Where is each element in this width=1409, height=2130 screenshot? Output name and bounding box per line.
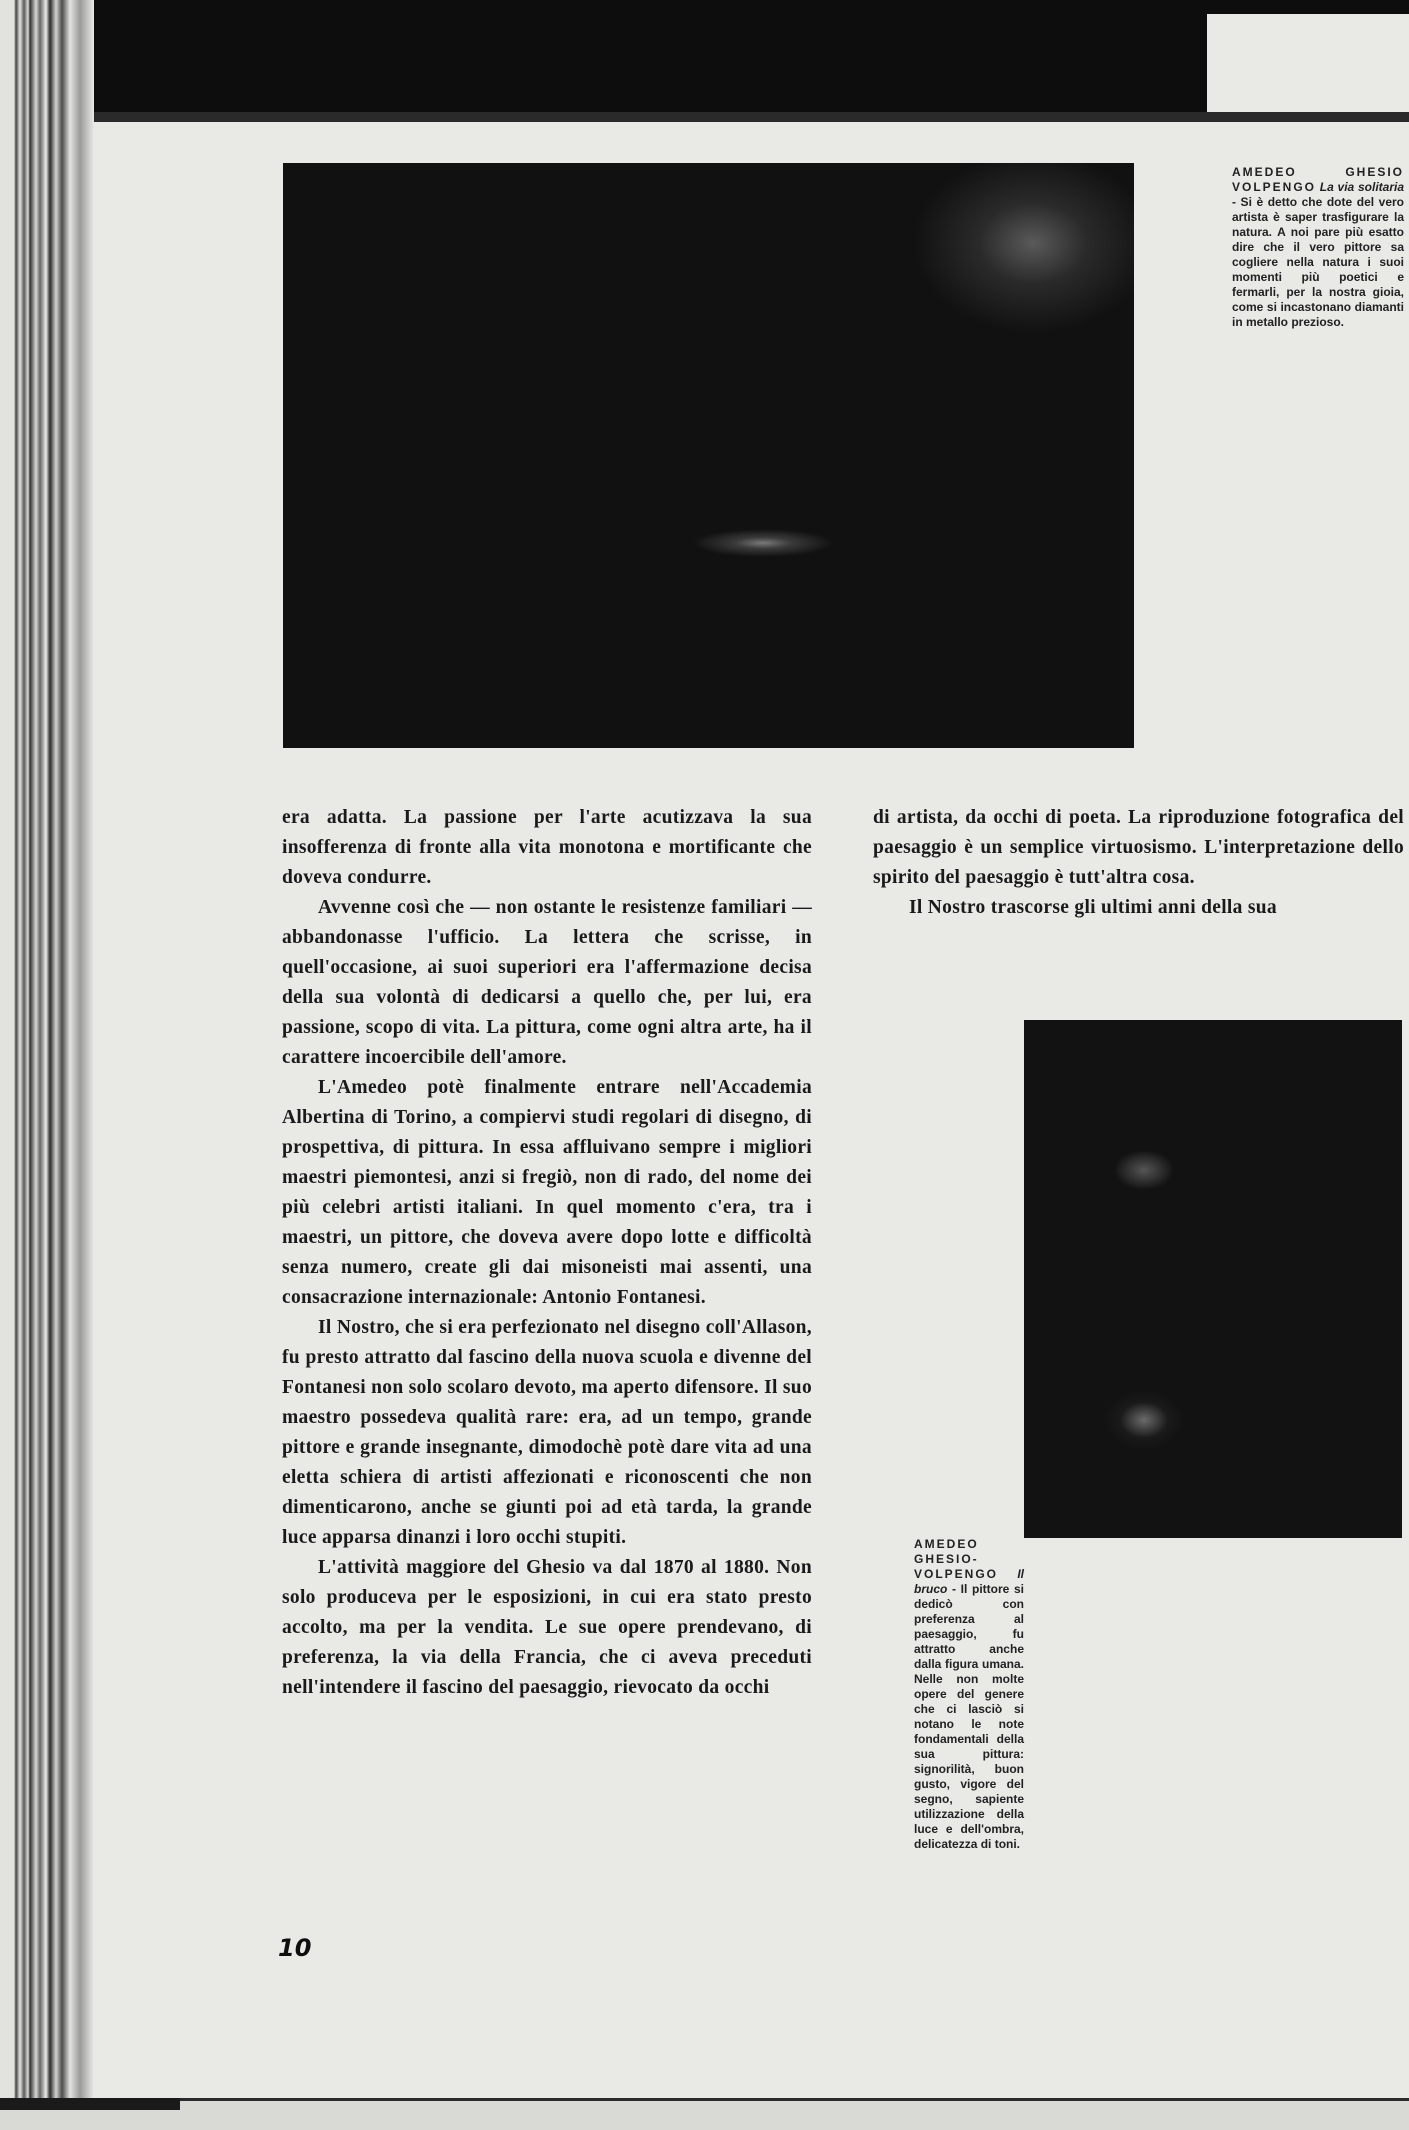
paragraph: L'attività maggiore del Ghesio va dal 1870 al 1880. Non solo produceva per le esposizioni, in cui era stato presto accolto, ma per la vendita. Le sue opere prendevano, di preferenza, la via della Francia, che ci aveva preceduti nell'intendere il fascino del paesaggio, rievocato da occhi bbox=[282, 1557, 812, 1698]
painting-photo-via-solitaria bbox=[283, 163, 1134, 748]
caption-top-title: La via solitaria bbox=[1319, 180, 1404, 194]
bottom-rule bbox=[0, 2098, 180, 2110]
caption-right-head: AMEDEO GHESIO-VOLPENGO bbox=[914, 1537, 999, 1581]
caption-top-body: - Si è detto che dote del vero artista è saper trasfigurare la natura. A noi pare più esatto dire che il vero pittore sa cogliere nella natura i suoi momenti più poetici e fermarli, per la nostra gioia, come si incastonano diamanti in metallo prezioso. bbox=[1232, 195, 1404, 329]
page-number: 10 bbox=[278, 1934, 312, 1962]
paragraph: L'Amedeo potè finalmente entrare nell'Accademia Albertina di Torino, a compiervi studi regolari di disegno, di prospettiva, di pittura. In essa affluivano sempre i migliori maestri piemontesi, anzi si fregiò, non di rado, del nome dei più celebri artisti italiani. In quel momento c'era, tra i maestri, un pittore, che doveva avere dopo lotte e difficoltà senza numero, create gli dai misoneisti mai assenti, una consacrazione internazionale: Antonio Fontanesi. bbox=[282, 1077, 812, 1308]
paragraph: di artista, da occhi di poeta. La riproduzione fotografica del paesaggio è un semplice virtuosismo. L'interpretazione dello spirito del paesaggio è tutt'altra cosa. bbox=[873, 807, 1404, 888]
article-column-left bbox=[282, 803, 812, 1703]
paragraph: Avvenne così che — non ostante le resistenze familiari — abbandonasse l'ufficio. La lettera che scrisse, in quell'occasione, ai suoi superiori era l'affermazione decisa della sua volontà di dedicarsi a quello che, per lui, era passione, scopo di vita. La pittura, come ogni altra arte, ha il carattere incoercibile dell'amore. bbox=[282, 897, 812, 1068]
top-black-band bbox=[0, 0, 1207, 112]
caption-top-head: AMEDEO GHESIO VOLPENGO bbox=[1232, 165, 1404, 194]
painting-photo-il-bruco bbox=[1024, 1020, 1402, 1538]
caption-top bbox=[1232, 165, 1404, 330]
caption-right-title: Il bruco bbox=[914, 1567, 1024, 1596]
caption-right bbox=[914, 1537, 1024, 1852]
book-spine-edge bbox=[0, 0, 94, 2127]
article-column-right bbox=[873, 803, 1404, 923]
paragraph: Il Nostro, che si era perfezionato nel disegno coll'Allason, fu presto attratto dal fascino della nuova scuola e divenne del Fontanesi non solo scolaro devoto, ma aperto difensore. Il suo maestro possedeva qualità rare: era, ad un tempo, grande pittore e grande insegnante, dimodochè potè dare vita ad una eletta schiera di artisti affezionati e riconoscenti che non dimenticarono, anche se giunti poi ad età tarda, la grande luce apparsa dinanzi i loro occhi stupiti. bbox=[282, 1317, 812, 1548]
top-rule bbox=[0, 112, 1409, 122]
bottom-band bbox=[0, 2098, 1409, 2130]
paragraph: era adatta. La passione per l'arte acutizzava la sua insofferenza di fronte alla vita monotona e mortificante che doveva condurre. bbox=[282, 807, 812, 888]
paragraph: Il Nostro trascorse gli ultimi anni della sua bbox=[909, 897, 1277, 918]
caption-right-body: - Il pittore si dedicò con preferenza al paesaggio, fu attratto anche dalla figura umana. Nelle non molte opere del genere che ci lasciò si notano le note fondamentali della sua pittura: signorilità, buon gusto, vigore del segno, sapiente utilizzazione della luce e dell'ombra, delicatezza di toni. bbox=[914, 1582, 1024, 1851]
